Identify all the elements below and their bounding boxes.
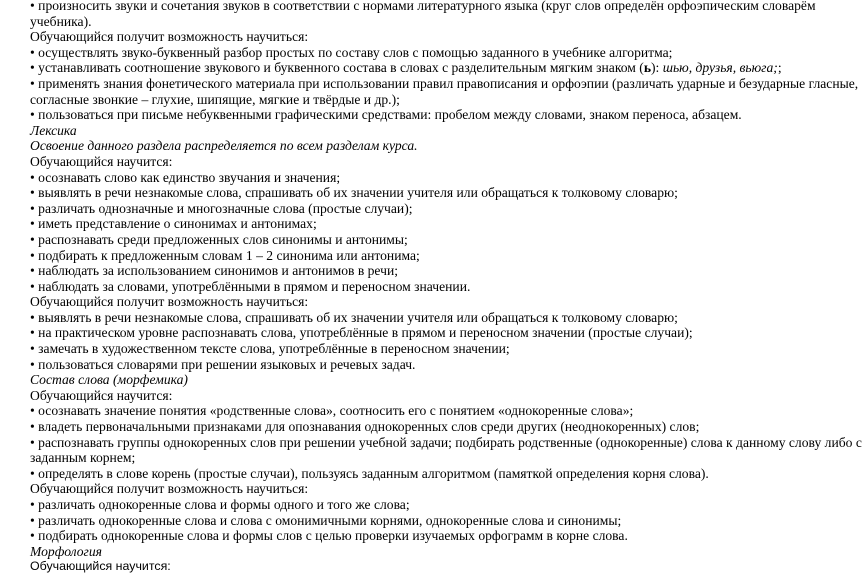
list-item: • произносить звуки и сочетания звуков в соответствии с нормами литературного языка (круг слов определён орфоэпическим словарём	[30, 0, 816, 13]
bullet: •	[30, 44, 35, 60]
list-item: • распознавать группы однокоренных слов при решении учебной задачи; подбирать родственные (однокоренные) слова к данному слову либо с	[30, 434, 862, 450]
list-item: • распознавать среди предложенных слов синонимы и антонимы;	[30, 231, 408, 247]
section-heading-morphemics: Состав слова (морфемика)	[30, 372, 188, 388]
list-item: • наблюдать за использованием синонимов и антонимов в речи;	[30, 263, 399, 279]
bullet: •	[30, 247, 35, 263]
list-item: • устанавливать соотношение звукового и буквенного состава в словах с разделительным мягким знаком (ь): шью, друзья, вьюга;;	[30, 60, 782, 76]
list-item: • пользоваться при письме небуквенными графическими средствами: пробелом между словами, знаком переноса, абзацем.	[30, 107, 742, 123]
list-item: • применять знания фонетического материала при использовании правил правописания и орфоэпии (различать ударные и безударные гласные,	[30, 75, 859, 91]
bullet: •	[30, 263, 35, 279]
bullet: •	[30, 528, 35, 544]
subsection-heading: Обучающийся научится:	[30, 387, 173, 403]
bullet: •	[30, 60, 35, 76]
list-item: • различать однозначные и многозначные слова (простые случаи);	[30, 200, 413, 216]
list-item: • осуществлять звуко-буквенный разбор простых по составу слов с помощью заданного в учебнике алгоритма;	[30, 44, 673, 60]
list-item-continuation: согласные звонкие – глухие, шипящие, мягкие и твёрдые и др.);	[30, 91, 400, 107]
list-item: • иметь представление о синонимах и антонимах;	[30, 216, 317, 232]
list-item: • выявлять в речи незнакомые слова, спрашивать об их значении учителя или обращаться к толковому словарю;	[30, 185, 678, 201]
list-item: • на практическом уровне распознавать слова, употреблённые в прямом и переносном значении (простые случаи);	[30, 325, 693, 341]
bullet: •	[30, 325, 35, 341]
section-heading-morphology: Морфология	[30, 543, 102, 559]
list-item: • определять в слове корень (простые случаи), пользуясь заданным алгоритмом (памяткой определения корня слова).	[30, 465, 709, 481]
bullet: •	[30, 231, 35, 247]
subsection-heading: Обучающийся научится:	[30, 153, 173, 169]
bullet: •	[30, 403, 35, 419]
list-item: • различать однокоренные слова и формы одного и того же слова;	[30, 497, 410, 512]
list-item: • владеть первоначальными признаками для опознавания однокоренных слов среди других (неоднокоренных) слов;	[30, 419, 700, 435]
section-heading-lexics: Лексика	[30, 122, 77, 138]
bullet: •	[30, 512, 35, 528]
bullet: •	[30, 497, 35, 512]
bullet: •	[30, 75, 35, 91]
bullet: •	[30, 200, 35, 216]
list-item: • различать однокоренные слова и слова с омонимичными корнями, однокоренные слова и синонимы;	[30, 512, 622, 528]
subsection-heading: Обучающийся получит возможность научиться:	[30, 481, 309, 497]
bullet: •	[30, 419, 35, 435]
bullet: •	[30, 107, 35, 123]
bullet: •	[30, 341, 35, 357]
bullet: •	[30, 278, 35, 294]
list-item: • подбирать однокоренные слова и формы слов с целью проверки изучаемых орфограмм в корне слова.	[30, 528, 628, 544]
list-item: • выявлять в речи незнакомые слова, спрашивать об их значении учителя или обращаться к толковому словарю;	[30, 309, 678, 325]
list-item: • пользоваться словарями при решении языковых и речевых задач.	[30, 356, 416, 372]
bullet: •	[30, 216, 35, 232]
list-item-continuation: учебника).	[30, 13, 92, 29]
bullet: •	[30, 0, 35, 13]
bullet: •	[30, 185, 35, 201]
subsection-heading: Обучающийся научится:	[30, 559, 171, 574]
bullet: •	[30, 434, 35, 450]
bullet: •	[30, 465, 35, 481]
list-item-continuation: заданным корнем;	[30, 450, 136, 466]
subsection-heading: Обучающийся получит возможность научиться:	[30, 29, 309, 45]
list-item: • наблюдать за словами, употреблёнными в прямом и переносном значении.	[30, 278, 471, 294]
bullet: •	[30, 356, 35, 372]
list-item: • осознавать значение понятия «родственные слова», соотносить его с понятием «однокоренные слова»;	[30, 403, 634, 419]
list-item: • осознавать слово как единство звучания и значения;	[30, 169, 341, 185]
subsection-heading: Обучающийся получит возможность научиться:	[30, 294, 309, 310]
list-item: • замечать в художественном тексте слова, употреблённые в переносном значении;	[30, 341, 510, 357]
section-note: Освоение данного раздела распределяется по всем разделам курса.	[30, 138, 418, 154]
list-item: • подбирать к предложенным словам 1 – 2 синонима или антонима;	[30, 247, 420, 263]
bullet: •	[30, 169, 35, 185]
bullet: •	[30, 309, 35, 325]
